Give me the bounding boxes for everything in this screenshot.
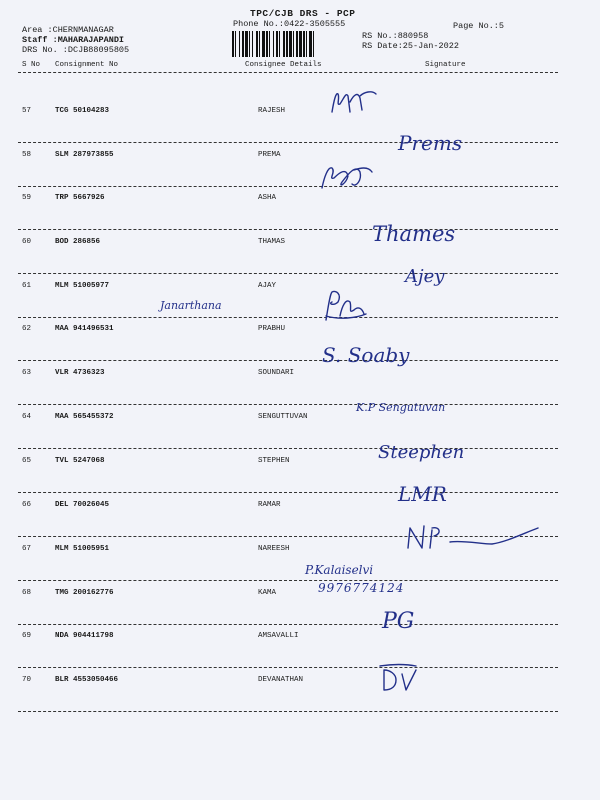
signature-row-66: LMR <box>398 482 447 506</box>
row-consignee-name: RAJESH <box>258 107 286 115</box>
row-consignee-name: AMSAVALLI <box>258 632 299 640</box>
row-consignee-name: SENGUTTUVAN <box>258 413 308 421</box>
barcode-bar <box>273 31 274 57</box>
row-consignment-number: TMG 200162776 <box>55 589 114 597</box>
signature-row-64: K.P Sengutuvan <box>356 401 446 414</box>
row-consignment-number: BOD 286856 <box>55 238 101 246</box>
row-sno: 60 <box>22 238 32 246</box>
signature-row-61: Ajey <box>405 266 445 287</box>
row-divider <box>18 229 558 230</box>
signature-row-70 <box>376 660 426 699</box>
row-sno: 63 <box>22 369 32 377</box>
staff-label: Staff :MAHARAJAPANDI <box>22 35 125 45</box>
barcode-bar <box>283 31 285 57</box>
row-consignee-name: PRABHU <box>258 325 286 333</box>
barcode-bar <box>235 31 236 57</box>
area-label: Area :CHERNMANAGAR <box>22 25 114 35</box>
row-consignment-number: SLM 287973855 <box>55 151 114 159</box>
signature-row-58: Prems <box>398 131 463 155</box>
header-divider <box>18 72 558 73</box>
row-divider <box>18 580 558 581</box>
signature-row-60: Thames <box>372 222 456 246</box>
row-divider <box>18 448 558 449</box>
sheet-title: TPC/CJB DRS - PCP <box>250 8 356 19</box>
handwritten-note-row-62: Janarthana <box>160 299 222 312</box>
row-divider <box>18 667 558 668</box>
row-sno: 69 <box>22 632 32 640</box>
signature-row-59 <box>316 158 376 199</box>
row-consignment-number: MAA 565455372 <box>55 413 114 421</box>
barcode-bar <box>306 31 307 57</box>
row-consignment-number: VLR 4736323 <box>55 369 105 377</box>
col-consignee-header: Consignee Details <box>245 61 322 69</box>
col-consignment-header: Consignment No <box>55 61 119 69</box>
handwritten-phone-row-68: 9976774124 <box>318 581 405 595</box>
row-consignee-name: KAMA <box>258 589 277 597</box>
row-consignee-name: SOUNDARI <box>258 369 295 377</box>
row-consignee-name: THAMAS <box>258 238 286 246</box>
col-signature-header: Signature <box>425 61 466 69</box>
signature-row-69: PG <box>382 609 415 634</box>
barcode-bar <box>299 31 302 57</box>
signature-row-67 <box>402 520 542 561</box>
barcode-bar <box>286 31 288 57</box>
row-sno: 68 <box>22 589 32 597</box>
row-consignment-number: TRP 5667926 <box>55 194 105 202</box>
row-sno: 70 <box>22 676 32 684</box>
row-consignee-name: ASHA <box>258 194 277 202</box>
row-divider <box>18 142 558 143</box>
barcode-bar <box>232 31 234 57</box>
barcode-bar <box>239 31 240 57</box>
row-divider <box>18 273 558 274</box>
row-consignment-number: MLM 51005977 <box>55 282 110 290</box>
row-divider <box>18 360 558 361</box>
row-divider <box>18 186 558 187</box>
barcode-bar <box>296 31 298 57</box>
row-consignee-name: RAMAR <box>258 501 281 509</box>
phone-number: Phone No.:0422-3505555 <box>233 19 346 29</box>
barcode-bar <box>249 31 250 57</box>
row-sno: 65 <box>22 457 32 465</box>
row-sno: 58 <box>22 151 32 159</box>
row-consignee-name: DEVANATHAN <box>258 676 304 684</box>
row-consignment-number: MAA 941496531 <box>55 325 114 333</box>
row-sno: 57 <box>22 107 32 115</box>
page-number: Page No.:5 <box>453 21 505 31</box>
barcode-bar <box>279 31 280 57</box>
barcode-bar <box>303 31 305 57</box>
barcode-bar <box>269 31 270 57</box>
row-divider <box>18 492 558 493</box>
row-consignment-number: DEL 70026045 <box>55 501 110 509</box>
barcode-bar <box>313 31 314 57</box>
barcode-bar <box>276 31 278 57</box>
row-sno: 59 <box>22 194 32 202</box>
signature-row-65: Steephen <box>378 442 465 463</box>
row-sno: 64 <box>22 413 32 421</box>
barcode-bar <box>289 31 292 57</box>
col-sno-header: S No <box>22 61 41 69</box>
signature-row-57 <box>328 86 378 123</box>
row-consignment-number: NDA 904411798 <box>55 632 114 640</box>
signature-row-62 <box>320 286 370 329</box>
rs-date: RS Date:25-Jan-2022 <box>362 41 459 51</box>
row-consignment-number: BLR 4553050466 <box>55 676 119 684</box>
row-consignee-name: AJAY <box>258 282 277 290</box>
row-consignment-number: TVL 5247068 <box>55 457 105 465</box>
row-sno: 66 <box>22 501 32 509</box>
barcode-bar <box>262 31 265 57</box>
barcode-bar <box>242 31 244 57</box>
barcode-bar <box>259 31 260 57</box>
row-divider <box>18 711 558 712</box>
barcode-bar <box>293 31 294 57</box>
row-divider <box>18 404 558 405</box>
row-sno: 61 <box>22 282 32 290</box>
signature-row-68: P.Kalaiselvi <box>305 563 374 577</box>
row-consignee-name: NAREESH <box>258 545 290 553</box>
barcode-bar <box>245 31 248 57</box>
row-consignee-name: STEPHEN <box>258 457 290 465</box>
barcode-image <box>232 31 358 57</box>
row-divider <box>18 624 558 625</box>
row-consignment-number: MLM 51005951 <box>55 545 110 553</box>
row-consignee-name: PREMA <box>258 151 281 159</box>
signature-row-63: S. Soaby <box>322 343 410 367</box>
barcode-bar <box>256 31 258 57</box>
row-sno: 62 <box>22 325 32 333</box>
row-sno: 67 <box>22 545 32 553</box>
row-divider <box>18 317 558 318</box>
drs-number: DRS No. :DCJB88095805 <box>22 45 130 55</box>
rs-number: RS No.:880958 <box>362 31 429 41</box>
barcode-bar <box>266 31 268 57</box>
barcode-bar <box>309 31 312 57</box>
barcode-bar <box>252 31 253 57</box>
row-consignment-number: TCG 50104283 <box>55 107 110 115</box>
